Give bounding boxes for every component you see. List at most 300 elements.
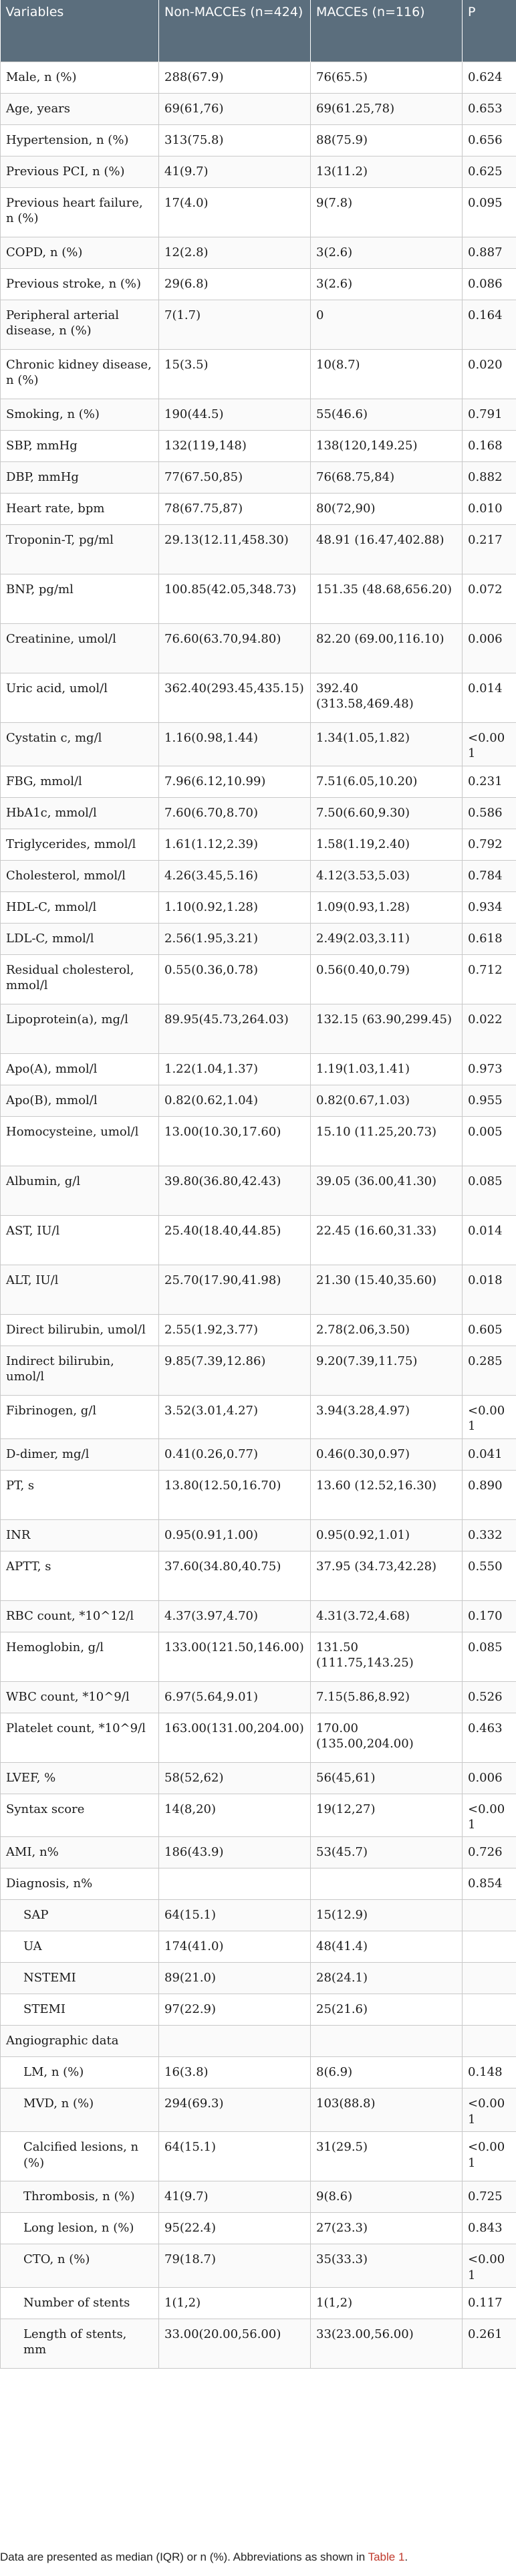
non-macces-cell: 64(15.1) [159,2132,311,2181]
table-row [1,829,516,860]
macces-cell: 15.10 (11.25,20.73) [311,1116,463,1166]
variable-cell: RBC count, *10^12/l [1,1600,159,1632]
variable-cell: DBP, mmHg [1,462,159,494]
variable-cell: Hypertension, n (%) [1,125,159,156]
macces-cell: 4.31(3.72,4.68) [311,1600,463,1632]
variable-cell: MVD, n (%) [1,2088,159,2132]
table-row [1,62,516,94]
non-macces-cell: 89.95(45.73,264.03) [159,1004,311,1053]
variable-cell: D-dimer, mg/l [1,1438,159,1470]
p-value-cell: 0.072 [463,574,516,624]
p-value-cell [463,2026,516,2057]
non-macces-cell: 41(9.7) [159,2181,311,2213]
variable-cell: Albumin, g/l [1,1166,159,1215]
macces-cell: 392.40 (313.58,469.48) [311,673,463,723]
non-macces-cell: 14(8,20) [159,1794,311,1837]
non-macces-cell: 7.60(6.70,8.70) [159,797,311,829]
variable-cell: COPD, n (%) [1,237,159,269]
header-variables: Variables [1,0,159,62]
macces-cell [311,2026,463,2057]
variable-cell: APTT, s [1,1551,159,1600]
p-value-cell: 0.882 [463,462,516,494]
table-row [1,2287,516,2319]
p-value-cell: 0.934 [463,891,516,923]
p-value-cell: 0.020 [463,350,516,399]
p-value-cell: 0.168 [463,431,516,462]
table-row [1,1346,516,1395]
table-row [1,860,516,891]
table-row [1,2132,516,2181]
variable-cell: Cholesterol, mmol/l [1,860,159,891]
variable-cell: STEMI [1,1994,159,2026]
variable-cell: Calcified lesions, n (%) [1,2132,159,2181]
variable-cell: Lipoprotein(a), mg/l [1,1004,159,1053]
non-macces-cell: 25.70(17.90,41.98) [159,1265,311,1314]
variable-cell: Fibrinogen, g/l [1,1395,159,1438]
p-value-cell: 0.005 [463,1116,516,1166]
variable-cell: Apo(B), mmol/l [1,1085,159,1116]
table-row [1,2181,516,2213]
variable-cell: UA [1,1931,159,1963]
table-row [1,574,516,624]
variable-cell: Direct bilirubin, umol/l [1,1314,159,1346]
p-value-cell: 0.014 [463,673,516,723]
p-value-cell: 0.526 [463,1681,516,1713]
table-row [1,797,516,829]
p-value-cell: <0.001 [463,1395,516,1438]
macces-cell: 37.95 (34.73,42.28) [311,1551,463,1600]
macces-cell: 0.46(0.30,0.97) [311,1438,463,1470]
table-row [1,2319,516,2368]
non-macces-cell: 89(21.0) [159,1963,311,1994]
p-value-cell: 0.085 [463,1632,516,1681]
non-macces-cell: 25.40(18.40,44.85) [159,1215,311,1265]
non-macces-cell: 13.00(10.30,17.60) [159,1116,311,1166]
non-macces-cell: 15(3.5) [159,350,311,399]
macces-cell: 0.56(0.40,0.79) [311,954,463,1004]
macces-cell: 48.91 (16.47,402.88) [311,525,463,574]
p-value-cell: 0.725 [463,2181,516,2213]
macces-cell: 76(68.75,84) [311,462,463,494]
variable-cell: LM, n (%) [1,2057,159,2088]
macces-cell: 2.49(2.03,3.11) [311,923,463,954]
macces-cell: 9(8.6) [311,2181,463,2213]
variable-cell: LDL-C, mmol/l [1,923,159,954]
table-row [1,1632,516,1681]
table-row [1,1085,516,1116]
non-macces-cell: 174(41.0) [159,1931,311,1963]
macces-cell: 9.20(7.39,11.75) [311,1346,463,1395]
macces-cell: 3(2.6) [311,269,463,300]
table-header-row [1,0,516,62]
p-value-cell: 0.618 [463,923,516,954]
table-row [1,1551,516,1600]
variable-cell: INR [1,1519,159,1551]
p-value-cell: 0.792 [463,829,516,860]
table-row [1,1713,516,1762]
non-macces-cell: 37.60(34.80,40.75) [159,1551,311,1600]
table-row [1,431,516,462]
p-value-cell: 0.006 [463,1762,516,1794]
p-value-cell: 0.973 [463,1053,516,1085]
non-macces-cell: 29(6.8) [159,269,311,300]
p-value-cell: 0.041 [463,1438,516,1470]
macces-cell: 33(23.00,56.00) [311,2319,463,2368]
macces-cell: 7.51(6.05,10.20) [311,766,463,797]
p-value-cell: 0.164 [463,300,516,350]
table-row [1,494,516,525]
non-macces-cell: 3.52(3.01,4.27) [159,1395,311,1438]
p-value-cell: 0.086 [463,269,516,300]
table-row [1,1004,516,1053]
p-value-cell [463,1994,516,2026]
table-row [1,2244,516,2288]
macces-cell: 7.50(6.60,9.30) [311,797,463,829]
p-value-cell: 0.231 [463,766,516,797]
variable-cell: Number of stents [1,2287,159,2319]
table-row [1,1994,516,2026]
macces-cell: 170.00 (135.00,204.00) [311,1713,463,1762]
non-macces-cell: 0.41(0.26,0.77) [159,1438,311,1470]
p-value-cell: 0.014 [463,1215,516,1265]
p-value-cell: <0.001 [463,723,516,766]
macces-cell: 138(120,149.25) [311,431,463,462]
p-value-cell: 0.006 [463,624,516,673]
non-macces-cell: 1(1,2) [159,2287,311,2319]
table-row [1,1470,516,1519]
table-row [1,723,516,766]
macces-cell: 25(21.6) [311,1994,463,2026]
table-row [1,300,516,350]
variable-cell: Previous heart failure, n (%) [1,188,159,237]
non-macces-cell: 9.85(7.39,12.86) [159,1346,311,1395]
p-value-cell: 0.170 [463,1600,516,1632]
non-macces-cell: 100.85(42.05,348.73) [159,574,311,624]
p-value-cell: 0.605 [463,1314,516,1346]
variable-cell: Long lesion, n (%) [1,2213,159,2244]
p-value-cell: 0.712 [463,954,516,1004]
non-macces-cell: 97(22.9) [159,1994,311,2026]
non-macces-cell: 69(61,76) [159,94,311,125]
p-value-cell: 0.332 [463,1519,516,1551]
macces-cell: 53(45.7) [311,1837,463,1868]
macces-cell: 13(11.2) [311,156,463,188]
p-value-cell: 0.653 [463,94,516,125]
non-macces-cell: 7(1.7) [159,300,311,350]
table-row [1,125,516,156]
footnote-text: Data are presented as median (IQR) or n (%). Abbreviations as shown in [0,2551,366,2563]
macces-cell: 1.19(1.03,1.41) [311,1053,463,1085]
table-row [1,1053,516,1085]
table-row [1,188,516,237]
macces-cell: 0.82(0.67,1.03) [311,1085,463,1116]
variable-cell: AST, IU/l [1,1215,159,1265]
p-value-cell: <0.001 [463,2132,516,2181]
variable-cell: Homocysteine, umol/l [1,1116,159,1166]
p-value-cell: 0.784 [463,860,516,891]
table-row [1,350,516,399]
non-macces-cell: 13.80(12.50,16.70) [159,1470,311,1519]
macces-cell: 3.94(3.28,4.97) [311,1395,463,1438]
macces-cell: 69(61.25,78) [311,94,463,125]
variable-cell: Angiographic data [1,2026,159,2057]
variable-cell: SAP [1,1900,159,1931]
macces-cell: 1(1,2) [311,2287,463,2319]
variable-cell: AMI, n% [1,1837,159,1868]
macces-cell [311,1868,463,1900]
p-value-cell [463,1931,516,1963]
macces-cell: 80(72,90) [311,494,463,525]
non-macces-cell: 64(15.1) [159,1900,311,1931]
non-macces-cell: 16(3.8) [159,2057,311,2088]
non-macces-cell: 0.82(0.62,1.04) [159,1085,311,1116]
macces-cell: 76(65.5) [311,62,463,94]
variable-cell: CTO, n (%) [1,2244,159,2288]
table-row [1,1166,516,1215]
table-row [1,1868,516,1900]
variable-cell: HDL-C, mmol/l [1,891,159,923]
variable-cell: Syntax score [1,1794,159,1837]
macces-cell: 2.78(2.06,3.50) [311,1314,463,1346]
table-row [1,1215,516,1265]
p-value-cell: 0.625 [463,156,516,188]
table-row [1,2213,516,2244]
non-macces-cell: 288(67.9) [159,62,311,94]
table-row [1,1681,516,1713]
table-row [1,237,516,269]
macces-cell: 48(41.4) [311,1931,463,1963]
non-macces-cell: 7.96(6.12,10.99) [159,766,311,797]
table-row [1,1519,516,1551]
variable-cell: Triglycerides, mmol/l [1,829,159,860]
variable-cell: Residual cholesterol, mmol/l [1,954,159,1004]
p-value-cell: 0.117 [463,2287,516,2319]
p-value-cell: 0.285 [463,1346,516,1395]
non-macces-cell: 362.40(293.45,435.15) [159,673,311,723]
p-value-cell: 0.726 [463,1837,516,1868]
macces-cell: 131.50 (111.75,143.25) [311,1632,463,1681]
non-macces-cell: 41(9.7) [159,156,311,188]
non-macces-cell: 6.97(5.64,9.01) [159,1681,311,1713]
table-row [1,269,516,300]
non-macces-cell: 1.61(1.12,2.39) [159,829,311,860]
non-macces-cell: 294(69.3) [159,2088,311,2132]
variable-cell: HbA1c, mmol/l [1,797,159,829]
non-macces-cell: 29.13(12.11,458.30) [159,525,311,574]
table-row [1,399,516,431]
variable-cell: Previous PCI, n (%) [1,156,159,188]
non-macces-cell: 190(44.5) [159,399,311,431]
non-macces-cell: 163.00(131.00,204.00) [159,1713,311,1762]
table-row [1,94,516,125]
macces-cell: 0.95(0.92,1.01) [311,1519,463,1551]
variable-cell: PT, s [1,1470,159,1519]
non-macces-cell: 58(52,62) [159,1762,311,1794]
non-macces-cell: 12(2.8) [159,237,311,269]
macces-cell: 21.30 (15.40,35.60) [311,1265,463,1314]
macces-cell: 88(75.9) [311,125,463,156]
variable-cell: Age, years [1,94,159,125]
macces-cell: 13.60 (12.52,16.30) [311,1470,463,1519]
table-row [1,1395,516,1438]
variable-cell: WBC count, *10^9/l [1,1681,159,1713]
table-row [1,1963,516,1994]
table-row [1,1116,516,1166]
table-body [1,62,516,2369]
table-row [1,1314,516,1346]
footnote-end: . [404,2551,408,2563]
non-macces-cell: 4.26(3.45,5.16) [159,860,311,891]
variable-cell: Uric acid, umol/l [1,673,159,723]
table-row [1,2026,516,2057]
variable-cell: SBP, mmHg [1,431,159,462]
table-row [1,1600,516,1632]
table-row [1,156,516,188]
variable-cell: Hemoglobin, g/l [1,1632,159,1681]
variable-cell: Indirect bilirubin, umol/l [1,1346,159,1395]
variable-cell: Previous stroke, n (%) [1,269,159,300]
variable-cell: LVEF, % [1,1762,159,1794]
header-non-macces: Non-MACCEs (n=424) [159,0,311,62]
variable-cell: Length of stents, mm [1,2319,159,2368]
non-macces-cell [159,2026,311,2057]
p-value-cell: <0.001 [463,2244,516,2288]
p-value-cell: 0.890 [463,1470,516,1519]
non-macces-cell: 76.60(63.70,94.80) [159,624,311,673]
variable-cell: Heart rate, bpm [1,494,159,525]
non-macces-cell: 1.10(0.92,1.28) [159,891,311,923]
p-value-cell: 0.955 [463,1085,516,1116]
table-1-link[interactable]: Table 1 [368,2551,405,2563]
p-value-cell: 0.656 [463,125,516,156]
p-value-cell: <0.001 [463,1794,516,1837]
macces-cell: 8(6.9) [311,2057,463,2088]
non-macces-cell: 78(67.75,87) [159,494,311,525]
non-macces-cell: 39.80(36.80,42.43) [159,1166,311,1215]
table-footnote [0,2551,516,2564]
header-macces: MACCEs (n=116) [311,0,463,62]
p-value-cell: 0.791 [463,399,516,431]
non-macces-cell: 0.95(0.91,1.00) [159,1519,311,1551]
macces-cell: 0 [311,300,463,350]
macces-cell: 1.09(0.93,1.28) [311,891,463,923]
variable-cell: Smoking, n (%) [1,399,159,431]
non-macces-cell: 1.16(0.98,1.44) [159,723,311,766]
p-value-cell: 0.843 [463,2213,516,2244]
p-value-cell: 0.217 [463,525,516,574]
p-value-cell: 0.148 [463,2057,516,2088]
variable-cell: Creatinine, umol/l [1,624,159,673]
variable-cell: NSTEMI [1,1963,159,1994]
p-value-cell: 0.887 [463,237,516,269]
non-macces-cell: 0.55(0.36,0.78) [159,954,311,1004]
p-value-cell: 0.854 [463,1868,516,1900]
variable-cell: BNP, pg/ml [1,574,159,624]
p-value-cell: 0.550 [463,1551,516,1600]
table-row [1,2057,516,2088]
non-macces-cell: 95(22.4) [159,2213,311,2244]
macces-cell: 7.15(5.86,8.92) [311,1681,463,1713]
non-macces-cell: 132(119,148) [159,431,311,462]
table-row [1,891,516,923]
p-value-cell: 0.010 [463,494,516,525]
macces-cell: 9(7.8) [311,188,463,237]
p-value-cell: 0.018 [463,1265,516,1314]
table-row [1,673,516,723]
macces-cell: 1.34(1.05,1.82) [311,723,463,766]
macces-cell: 35(33.3) [311,2244,463,2288]
macces-cell: 19(12,27) [311,1794,463,1837]
variable-cell: Troponin-T, pg/ml [1,525,159,574]
non-macces-cell: 2.55(1.92,3.77) [159,1314,311,1346]
macces-cell: 56(45,61) [311,1762,463,1794]
non-macces-cell: 33.00(20.00,56.00) [159,2319,311,2368]
variable-cell: ALT, IU/l [1,1265,159,1314]
table-row [1,923,516,954]
non-macces-cell: 4.37(3.97,4.70) [159,1600,311,1632]
macces-cell: 31(29.5) [311,2132,463,2181]
non-macces-cell: 2.56(1.95,3.21) [159,923,311,954]
macces-cell: 1.58(1.19,2.40) [311,829,463,860]
table-row [1,954,516,1004]
variable-cell: FBG, mmol/l [1,766,159,797]
macces-cell: 3(2.6) [311,237,463,269]
macces-cell: 103(88.8) [311,2088,463,2132]
table-row [1,525,516,574]
header-p-value: P [463,0,516,62]
table-row [1,766,516,797]
p-value-cell: 0.261 [463,2319,516,2368]
non-macces-cell: 133.00(121.50,146.00) [159,1632,311,1681]
p-value-cell: <0.001 [463,2088,516,2132]
macces-cell: 27(23.3) [311,2213,463,2244]
variable-cell: Apo(A), mmol/l [1,1053,159,1085]
macces-cell: 132.15 (63.90,299.45) [311,1004,463,1053]
table-row [1,1931,516,1963]
table-row [1,462,516,494]
variable-cell: Cystatin c, mg/l [1,723,159,766]
macces-cell: 151.35 (48.68,656.20) [311,574,463,624]
non-macces-cell [159,1868,311,1900]
p-value-cell [463,1963,516,1994]
macces-cell: 28(24.1) [311,1963,463,1994]
p-value-cell: 0.085 [463,1166,516,1215]
non-macces-cell: 79(18.7) [159,2244,311,2288]
p-value-cell: 0.095 [463,188,516,237]
p-value-cell: 0.586 [463,797,516,829]
non-macces-cell: 313(75.8) [159,125,311,156]
variable-cell: Platelet count, *10^9/l [1,1713,159,1762]
variable-cell: Thrombosis, n (%) [1,2181,159,2213]
table-row [1,1265,516,1314]
non-macces-cell: 1.22(1.04,1.37) [159,1053,311,1085]
variable-cell: Male, n (%) [1,62,159,94]
table-row [1,2088,516,2132]
non-macces-cell: 77(67.50,85) [159,462,311,494]
macces-cell: 22.45 (16.60,31.33) [311,1215,463,1265]
variable-cell: Diagnosis, n% [1,1868,159,1900]
macces-cell: 4.12(3.53,5.03) [311,860,463,891]
p-value-cell: 0.022 [463,1004,516,1053]
macces-cell: 39.05 (36.00,41.30) [311,1166,463,1215]
p-value-cell: 0.463 [463,1713,516,1762]
table-row [1,624,516,673]
table-row [1,1438,516,1470]
non-macces-cell: 17(4.0) [159,188,311,237]
non-macces-cell: 186(43.9) [159,1837,311,1868]
variable-cell: Peripheral arterial disease, n (%) [1,300,159,350]
variable-cell: Chronic kidney disease, n (%) [1,350,159,399]
